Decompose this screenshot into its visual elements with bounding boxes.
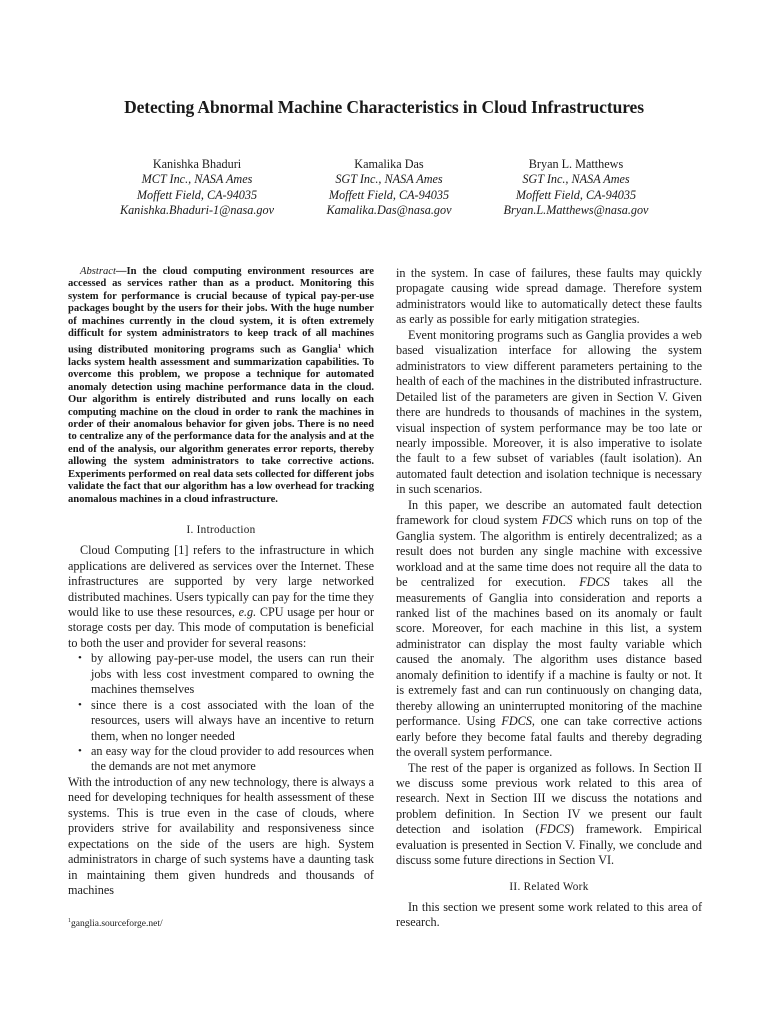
intro-paragraph-1: Cloud Computing [1] refers to the infrastructure in which applications are delivered as services over the Internet. These infrastructures are supported by very large networked distributed machines. Users typically can pay for the time they would like to use these resources, e.g. CPU usage per hour or storage costs per day. This mode of computation is beneficial to both the user and provider for several reasons:	[68, 543, 375, 650]
abstract-text-b: which lacks system health assessment and summarization capabilities. To overcome this problem, we propose a technique for automated anomaly detection using machine performance data in the cloud. Our algorithm is entirely distributed and runs locally on each computing machine on the cloud in order to rank the machines in order of their anomalous behavior for given jobs. There is no need to centralize any of the performance data for the analysis and at the end of the analysis, our algorithm generates error reports, thereby allowing the system administrators to take corrective actions. Experiments performed on real data sets collected for different jobs validate the fact that our algorithm has a low overhead for tracking anomalous machines in a cloud infrastructure.	[68, 344, 374, 505]
list-item: • since there is a cost associated with the loan of the resources, users will always have an incentive to return them, when no longer needed	[91, 698, 374, 744]
footnote-mark: 1	[68, 918, 71, 924]
intro-paragraph-3: in the system. In case of failures, these faults may quickly propagate causing wide spread damage. Therefore system administrators would like to automatically detect these faults as early as possible for early mitigation strategies.	[396, 266, 702, 327]
intro-paragraph-5: In this paper, we describe an automated fault detection framework for cloud system FDCS which runs on top of the Ganglia system. The algorithm is entirely decentralized; as a result does not burden any single machine with excessive workload and at the same time does not require all the data to be centralized for execution. FDCS takes all the measurements of Ganglia into consideration and reports a ranked list of the machines based on its anomaly or fault score. Moreover, for each machine in this list, a system administrator can display the most faulty variable which caused the anomaly. The algorithm uses distance based anomaly definition to identify if a machine is faulty or not. It is extremely fast and can run continuously on changing data, thereby allowing an uninterrupted monitoring of the machine performance. Using FDCS, one can take corrective actions early before they become fatal faults and thereby degrading the overall system performance.	[396, 497, 703, 760]
footnote-ref: 1	[337, 342, 342, 350]
abstract	[68, 266, 374, 506]
author-affiliation: SGT Inc., NASA Ames	[522, 172, 630, 187]
author-affiliation: MCT Inc., NASA Ames	[141, 172, 253, 187]
author-name: Bryan L. Matthews	[528, 157, 624, 171]
intro-paragraph-6: The rest of the paper is organized as follows. In Section II we discuss some previous work related to this area of research. Next in Section III we discuss the notations and problem definition. In Section IV we present our fault detection and isolation (FDCS) framework. Empirical evaluation is presented in Section V. Finally, we conclude and discuss some future directions in Section VI.	[396, 760, 702, 868]
benefits-list	[68, 651, 374, 775]
author-email: Kanishka.Bhaduri-1@nasa.gov	[119, 202, 275, 217]
author-block-3	[456, 157, 696, 218]
abstract-text-a: —In the cloud computing environment resources are accessed as services rather than as a product. Monitoring this system for performance is crucial because of typical pay-per-use packages bought by the users for their jobs. With the huge number of machines currently in the cloud system, it is often extremely difficult for system administrators to keep track of all machines using distributed monitoring programs such as Ganglia	[68, 266, 374, 356]
author-name: Kamalika Das	[354, 157, 424, 171]
footnote	[68, 918, 163, 929]
abstract-label: Abstract	[80, 266, 116, 277]
right-column	[396, 266, 702, 931]
list-item: • by allowing pay-per-use model, the users can run their jobs with less cost investment compared to owning the machines themselves	[91, 651, 374, 697]
paper-title: Detecting Abnormal Machine Characteristics in Cloud Infrastructures	[124, 97, 644, 117]
author-email: Kamalika.Das@nasa.gov	[326, 202, 452, 217]
footnote-text: ganglia.sourceforge.net/	[71, 919, 163, 930]
list-item: • an easy way for the cloud provider to add resources when the demands are not met anymore	[91, 744, 374, 775]
section-heading-introduction: I. Introduction	[186, 524, 256, 537]
section-heading-related-work: II. Related Work	[509, 880, 589, 893]
author-email: Bryan.L.Matthews@nasa.gov	[503, 202, 649, 217]
author-affiliation: SGT Inc., NASA Ames	[335, 172, 443, 187]
author-name: Kanishka Bhaduri	[152, 157, 242, 171]
author-location: Moffett Field, CA-94035	[136, 187, 258, 202]
author-location: Moffett Field, CA-94035	[328, 187, 450, 202]
left-column	[68, 266, 374, 899]
intro-paragraph-4: Event monitoring programs such as Ganglia provides a web based visualization interface for allowing the system administrators to view different parameters pertaining to the health of each of the machines in the distributed infrastructure. Detailed list of the parameters are given in Section V. Given there are hundreds to thousands of machines in the system, visual inspection of system performance may be too late or nearly impossible. Moreover, it is also imperative to isolate the fault to a few subset of variables (fault isolation). An automated fault detection and isolation technique is necessary in such scenarios.	[396, 327, 702, 497]
intro-paragraph-2: With the introduction of any new technology, there is always a need for developing techniques for health assessment of these systems. This is true even in the case of clouds, where providers strive for availability and responsiveness since expectations on the side of the users are high. System administrators in charge of such systems have a daunting task in maintaining them given hundreds and thousands of machines	[68, 774, 374, 898]
author-location: Moffett Field, CA-94035	[515, 187, 637, 202]
related-paragraph-1: In this section we present some work related to this area of research.	[396, 899, 702, 930]
